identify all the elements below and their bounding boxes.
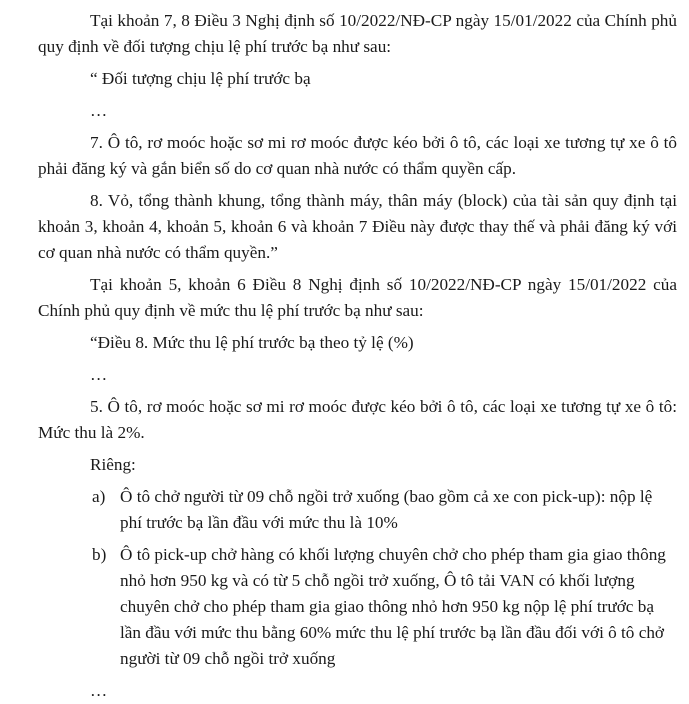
paragraph-intro-article3: Tại khoản 7, 8 Điều 3 Nghị định số 10/2022/NĐ-CP ngày 15/01/2022 của Chính phủ quy định về đối tượng chịu lệ phí trước bạ như sau: [38,11,677,56]
list-item [92,484,677,536]
list-item-text: Ô tô pick-up chở hàng có khối lượng chuyên chở cho phép tham gia giao thông nhỏ hơn 950 kg và có từ 5 chỗ ngồi trở xuống, Ô tô tải VAN có khối lượng chuyên chở cho phép tham gia giao thông nhỏ hơn 950 kg nộp lệ phí trước bạ lần đầu với mức thu bằng 60% mức thu lệ phí trước bạ lần đầu đối với ô tô chở người từ 09 chỗ ngồi trở xuống [120,545,666,668]
clause-5: 5. Ô tô, rơ moóc hoặc sơ mi rơ moóc được kéo bởi ô tô, các loại xe tương tự xe ô tô: Mức thu là 2%. [38,397,677,442]
list-item-marker: b) [92,545,107,564]
clause-7: 7. Ô tô, rơ moóc hoặc sơ mi rơ moóc được kéo bởi ô tô, các loại xe tương tự xe ô tô phải đăng ký và gắn biển số do cơ quan nhà nước có thẩm quyền cấp. [38,133,677,178]
list-item-text: Ô tô chở người từ 09 chỗ ngồi trở xuống (bao gồm cả xe con pick-up): nộp lệ phí trước bạ lần đầu với mức thu là 10% [120,487,653,532]
paragraph-intro-article8: Tại khoản 5, khoản 6 Điều 8 Nghị định số 10/2022/NĐ-CP ngày 15/01/2022 của Chính phủ quy định về mức thu lệ phí trước bạ như sau: [38,275,677,320]
ellipsis-1: … [90,101,108,120]
clause-8: 8. Vỏ, tổng thành khung, tổng thành máy, thân máy (block) của tài sản quy định tại khoản 3, khoản 4, khoản 5, khoản 6 và khoản 7 Điều này được thay thế và phải đăng ký với cơ quan nhà nước có thẩm quyền.” [38,191,677,262]
ellipsis-3: … [90,681,108,700]
ellipsis-2: … [90,365,108,384]
quote-title-2: “Điều 8. Mức thu lệ phí trước bạ theo tỷ lệ (%) [90,333,414,352]
sub-item-list [92,484,677,672]
rieng-label: Riêng: [90,455,136,474]
list-item [92,542,677,672]
quote-title-1: “ Đối tượng chịu lệ phí trước bạ [90,69,311,88]
list-item-marker: a) [92,487,106,506]
